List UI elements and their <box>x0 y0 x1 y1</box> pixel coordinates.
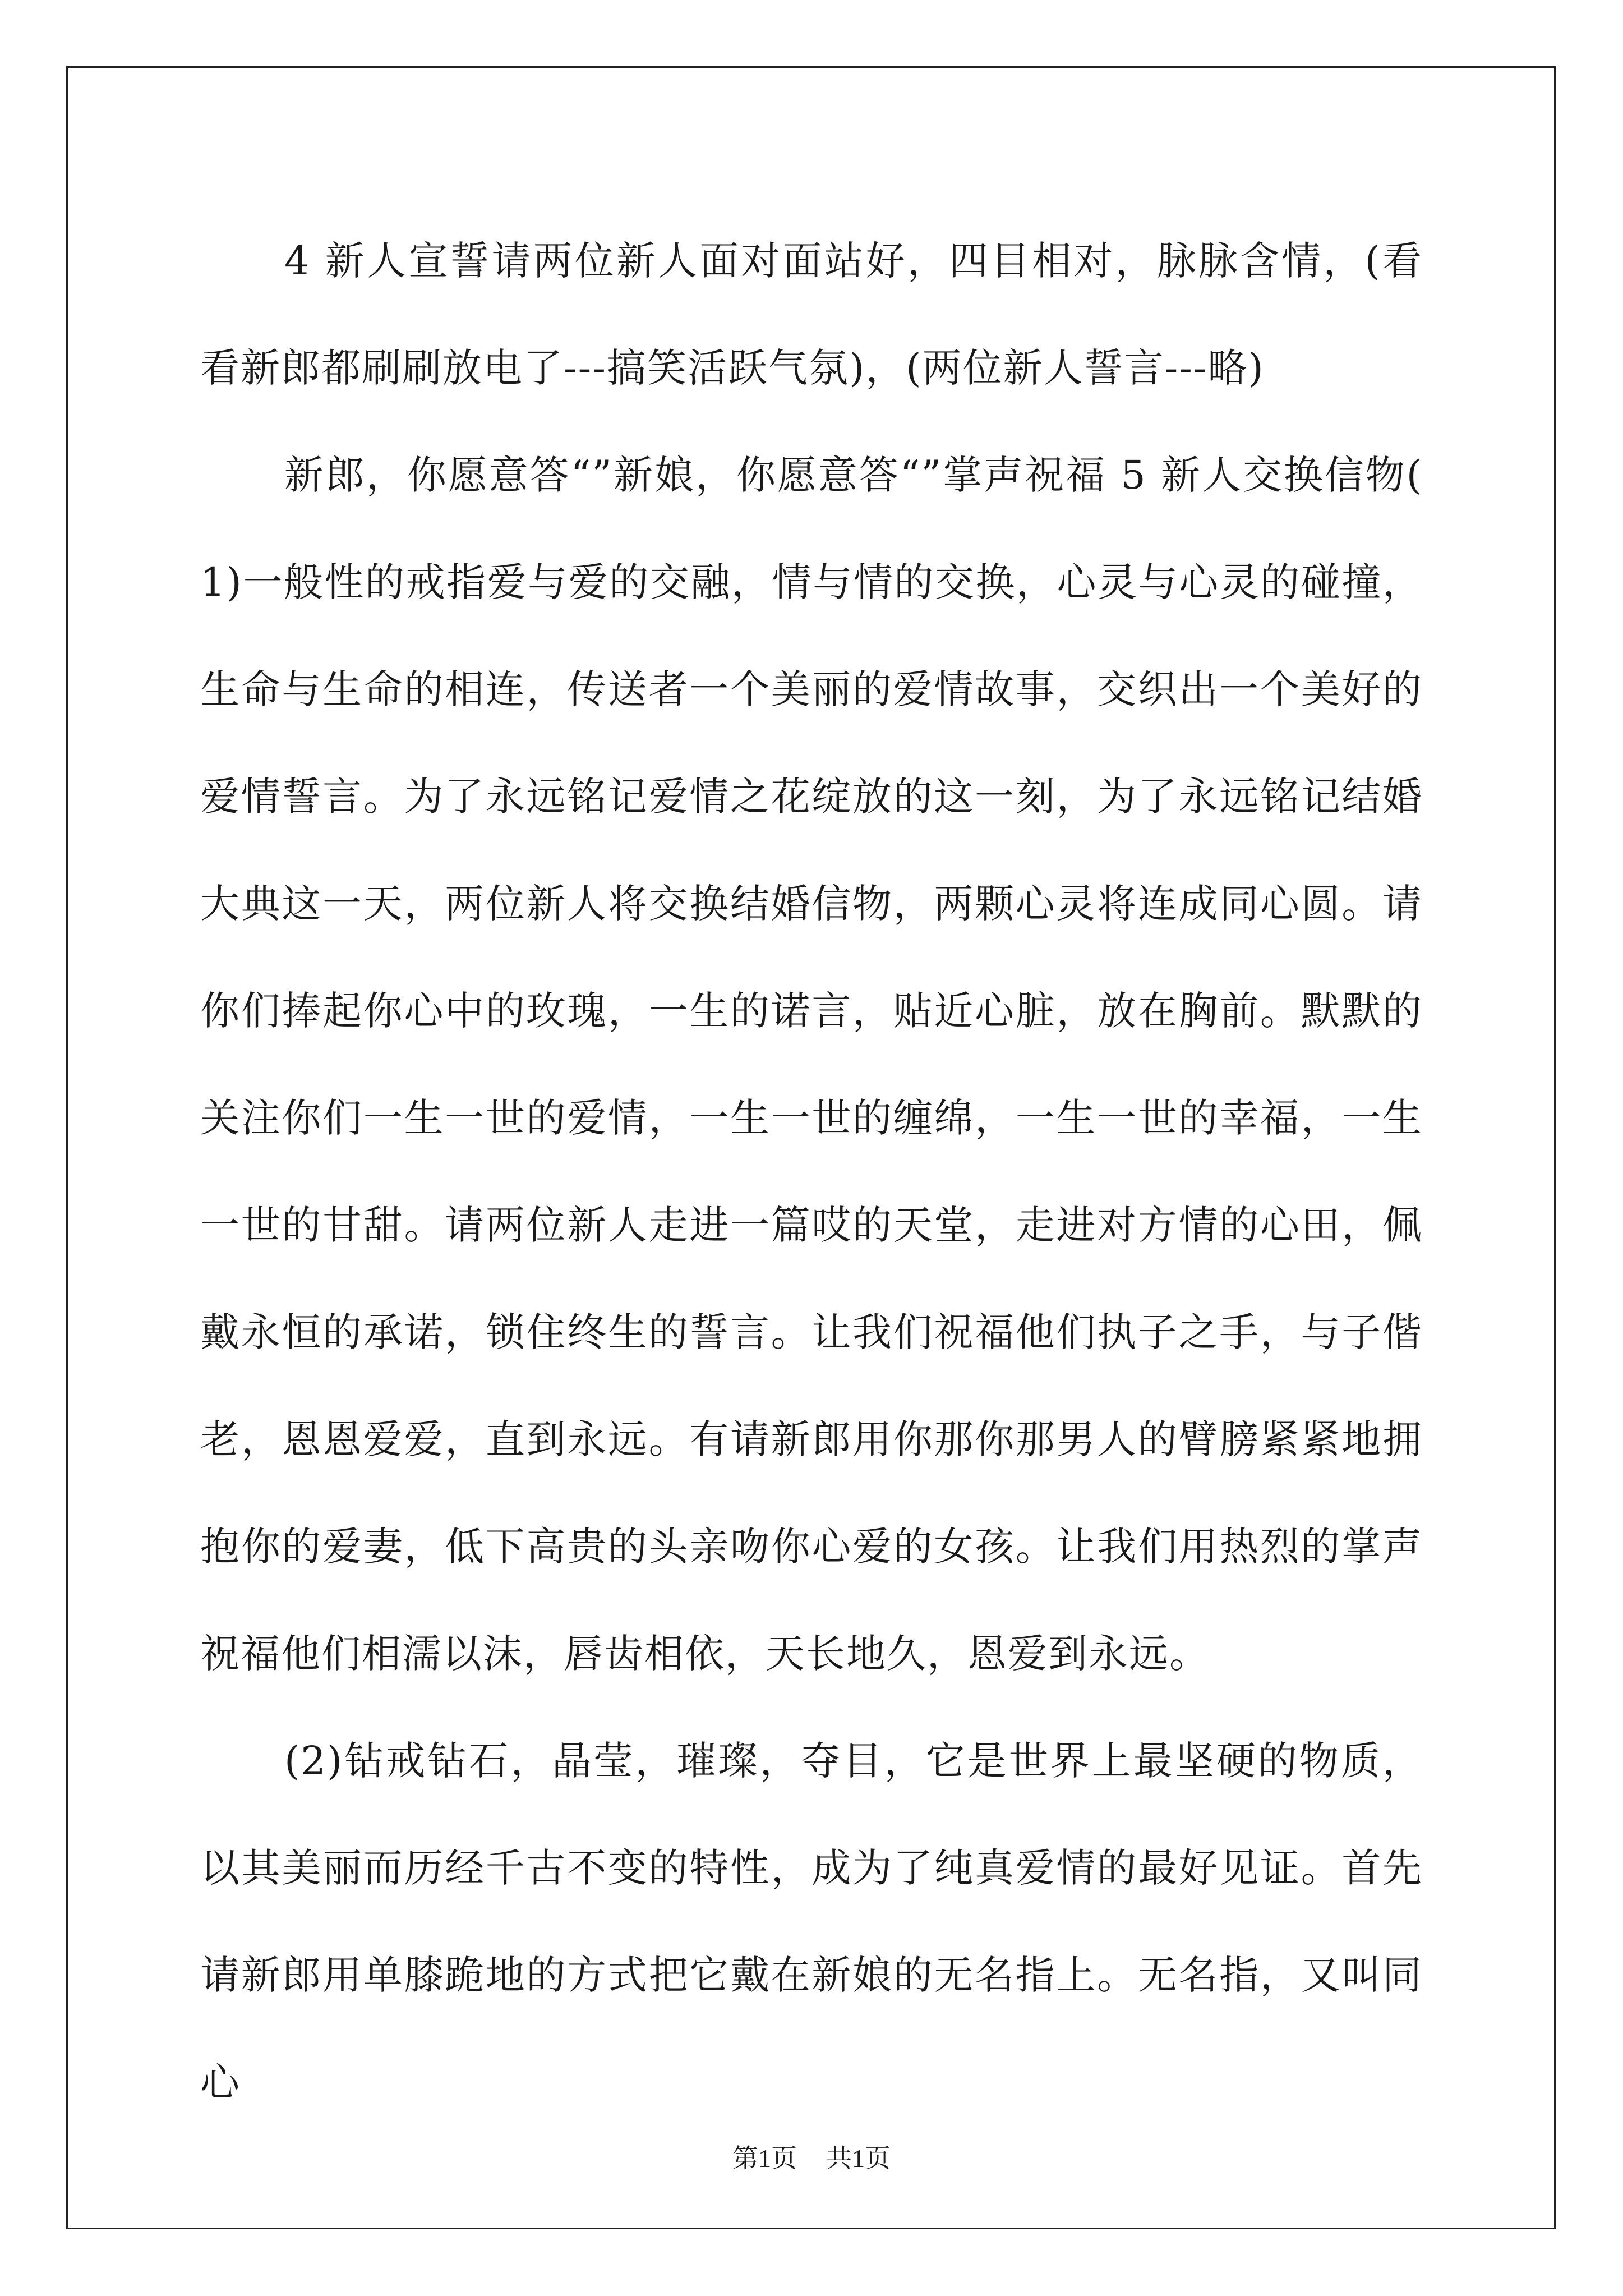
page-footer <box>0 2142 1623 2175</box>
paragraph-vows: 4 新人宣誓请两位新人面对面站好，四目相对，脉脉含情，(看看新郎都刷刷放电了---搞笑活跃气氛)，(两位新人誓言---略) <box>200 238 1423 391</box>
page-number: 第1页 <box>732 2144 797 2173</box>
document-body <box>200 208 1423 2136</box>
paragraph-diamond-ring: (2)钻戒钻石，晶莹，璀璨，夺目，它是世界上最坚硬的物质，以其美丽而历经千古不变的特性，成为了纯真爱情的最好见证。首先请新郎用单膝跪地的方式把它戴在新娘的无名指上。无名指，又叫同心 <box>200 1738 1423 2105</box>
page-total: 共1页 <box>826 2144 891 2173</box>
paragraph-ring-exchange: 新郎，你愿意答“”新娘，你愿意答“”掌声祝福 5 新人交换信物(1)一般性的戒指爱与爱的交融，情与情的交换，心灵与心灵的碰撞，生命与生命的相连，传送者一个美丽的爱情故事，交织出一个美好的爱情誓言。为了永远铭记爱情之花绽放的这一刻，为了永远铭记结婚大典这一天，两位新人将交换结婚信物，两颗心灵将连成同心圆。请你们捧起你心中的玫瑰，一生的诺言，贴近心脏，放在胸前。默默的关注你们一生一世的爱情，一生一世的缠绵，一生一世的幸福，一生一世的甘甜。请两位新人走进一篇哎的天堂，走进对方情的心田，佩戴永恒的承诺，锁住终生的誓言。让我们祝福他们执子之手，与子偕老，恩恩爱爱，直到永远。有请新郎用你那你那男人的臂膀紧紧地拥抱你的爱妻，低下高贵的头亲吻你心爱的女孩。让我们用热烈的掌声祝福他们相濡以沫，唇齿相依，天长地久，恩爱到永远。 <box>200 452 1423 1677</box>
